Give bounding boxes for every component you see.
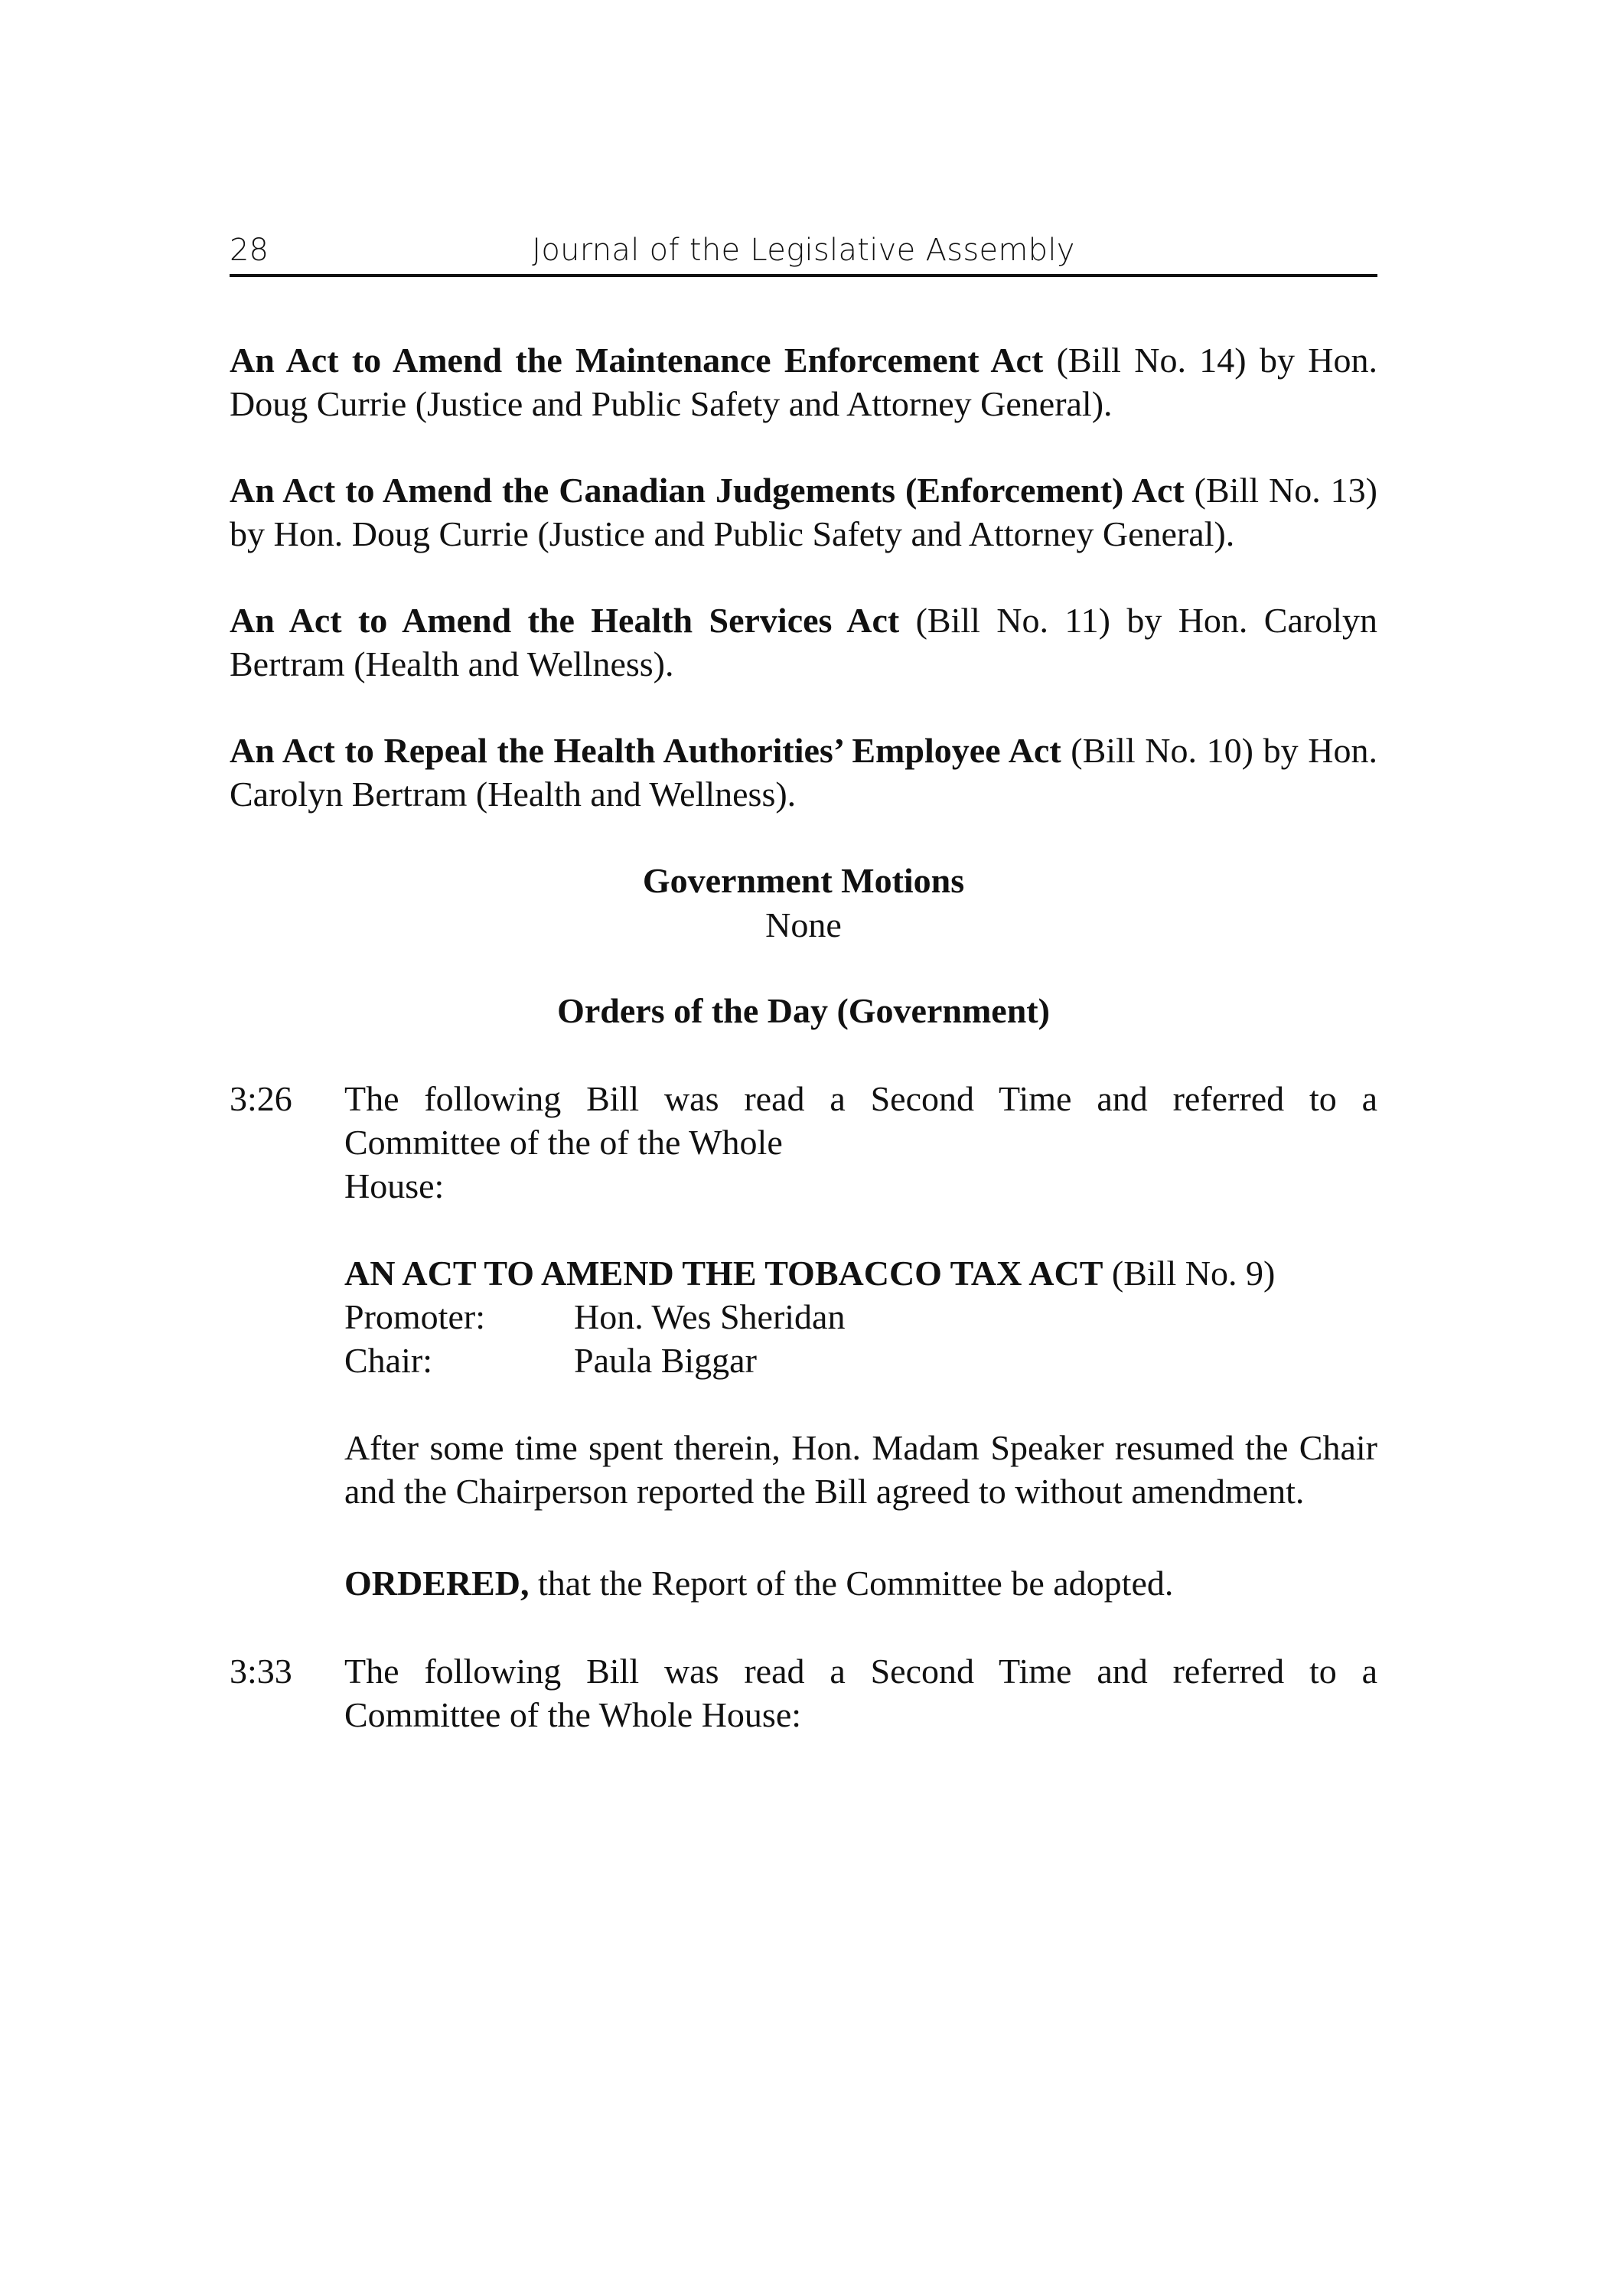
time-stamp: 3:26 [230, 1079, 292, 1118]
bill-title: An Act to Amend the Health Services Act [230, 601, 900, 640]
bill-entry [230, 729, 1377, 816]
ordered-paragraph [344, 1561, 1377, 1605]
promoter-value: Hon. Wes Sheridan [574, 1297, 846, 1336]
bill-title: An Act to Amend the Maintenance Enforcement Act [230, 341, 1044, 380]
orders-of-the-day-heading: Orders of the Day (Government) [557, 991, 1050, 1030]
ordered-label: ORDERED, [344, 1564, 530, 1603]
government-motions-value: None [765, 905, 842, 944]
entry-text-line: Committee of the of the Whole [344, 1123, 783, 1162]
entry-text-line: Committee of the Whole House: [344, 1695, 802, 1734]
entry-text-line: The following Bill was read a Second Time and referred to a [344, 1652, 1377, 1691]
bill-entry [230, 598, 1377, 686]
bill-number: (Bill No. 9) [1103, 1254, 1276, 1293]
bill-title: AN ACT TO AMEND THE TOBACCO TAX ACT [344, 1254, 1103, 1293]
bill-entry [230, 338, 1377, 426]
journal-title: Journal of the Legislative Assembly [532, 233, 1075, 268]
promoter-label: Promoter: [344, 1297, 485, 1336]
bill-title: An Act to Amend the Canadian Judgements (Enforcement) Act [230, 471, 1185, 510]
entry-text-line: House: [344, 1166, 445, 1205]
bill-title: An Act to Repeal the Health Authorities’ Employee Act [230, 731, 1061, 770]
bill-entry [230, 468, 1377, 556]
time-stamp: 3:33 [230, 1652, 292, 1691]
ordered-text: that the Report of the Committee be adopted. [529, 1564, 1174, 1603]
government-motions-heading: Government Motions [642, 861, 965, 900]
bill-heading [344, 1251, 1377, 1295]
chair-value: Paula Biggar [574, 1341, 757, 1380]
entry-text-line: The following Bill was read a Second Time and referred to a [344, 1079, 1377, 1118]
page-number: 28 [230, 233, 269, 268]
journal-page [230, 230, 1378, 1734]
bill-details: (Bill No. 13) by Hon. Doug Currie (Justice and Public Safety and Attorney General). [230, 471, 1377, 553]
running-header [230, 230, 1377, 277]
bill-details: (Bill No. 14) by Hon. Doug Currie (Justice and Public Safety and Attorney General). [230, 341, 1377, 423]
chair-label: Chair: [344, 1341, 432, 1380]
bill-details: (Bill No. 10) by Hon. Carolyn Bertram (Health and Wellness). [230, 731, 1378, 814]
bill-details: (Bill No. 11) by Hon. Carolyn Bertram (Health and Wellness). [230, 601, 1377, 683]
committee-report-paragraph: After some time spent therein, Hon. Madam Speaker resumed the Chair and the Chairperson reported the Bill agreed to without amendment. [344, 1428, 1377, 1511]
